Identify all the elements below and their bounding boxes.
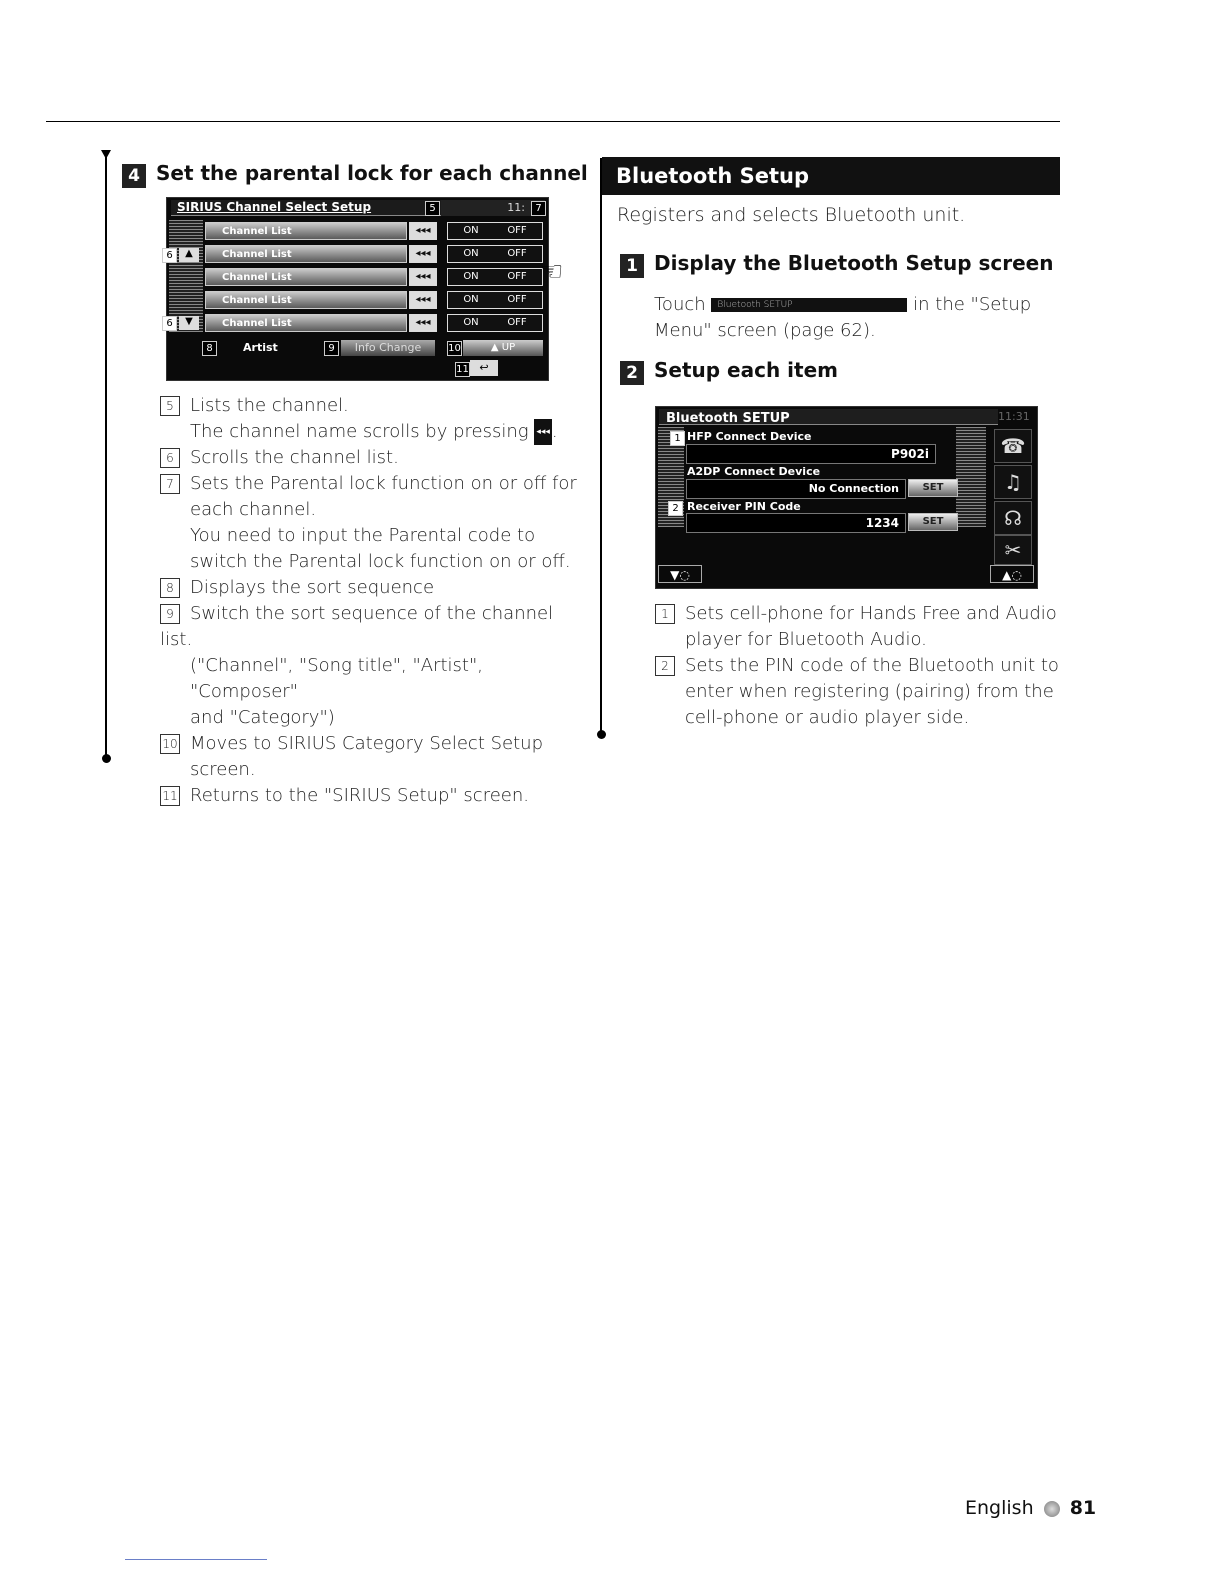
right-stripes (956, 427, 986, 527)
list-item (160, 393, 580, 419)
item-number: 2 (655, 656, 675, 676)
touch-instruction (654, 292, 1054, 344)
step-number-badge: 2 (620, 361, 644, 385)
callout-11: 11 (456, 364, 469, 375)
item-text: You need to input the Parental code to (190, 525, 536, 546)
item-text: enter when registering (pairing) from the (685, 681, 1054, 702)
bottom-link-rule (125, 1559, 267, 1560)
callout-8: 8 (202, 341, 217, 356)
list-item (160, 575, 580, 601)
channel-row-3[interactable]: Channel List (205, 268, 407, 286)
phone-icon[interactable]: ☎ (994, 429, 1032, 463)
pin-label: Receiver PIN Code (687, 500, 801, 513)
bluetooth-setup-button[interactable]: Bluetooth SETUP (711, 298, 907, 312)
item-text: player for Bluetooth Audio. (685, 629, 927, 650)
list-item-continuation: The channel name scrolls by pressing ◂◂◂ . (160, 419, 580, 445)
list-item (160, 783, 580, 809)
a2dp-value: No Connection (808, 482, 899, 495)
info-change-button[interactable]: Info Change (341, 340, 435, 356)
channel-row-1[interactable]: Channel List (205, 222, 407, 240)
item-text: each channel. (190, 499, 317, 520)
parental-onoff-5[interactable] (447, 314, 543, 332)
scroll-up-button[interactable]: ▲ (179, 248, 199, 262)
footer-language: English (965, 1497, 1034, 1519)
off-label[interactable]: OFF (507, 248, 527, 259)
item-text: Sets the Parental lock function on or off for (190, 473, 577, 494)
audio-player-icon[interactable]: ♫ (994, 465, 1032, 499)
item-number: 8 (160, 578, 180, 598)
left-section-end-dot (102, 754, 111, 763)
on-label[interactable]: ON (463, 248, 479, 259)
pin-code-field[interactable] (686, 513, 906, 533)
item-text: ("Channel", "Song title", "Artist", "Composer" (190, 655, 483, 702)
parental-onoff-4[interactable] (447, 291, 543, 309)
headset-icon[interactable]: ☊ (994, 501, 1032, 535)
right-section-line (600, 158, 602, 734)
item-text: The channel name scrolls by pressing (190, 421, 529, 442)
item-text: Displays the sort sequence (190, 577, 435, 598)
channel-row-2[interactable]: Channel List (205, 245, 407, 263)
off-label[interactable]: OFF (507, 271, 527, 282)
step-title: Set the parental lock for each channel (156, 161, 588, 185)
sort-label: Artist (243, 341, 278, 354)
screen-title-bar (659, 409, 998, 425)
a2dp-set-button[interactable]: SET (908, 479, 958, 497)
tools-icon[interactable]: ✂ (994, 535, 1032, 565)
top-rule (46, 121, 1060, 122)
item-text: screen. (190, 759, 256, 780)
list-item (160, 731, 580, 757)
pin-set-button[interactable]: SET (908, 513, 958, 531)
on-label[interactable]: ON (463, 317, 479, 328)
scroll-down-button[interactable]: ▼ (179, 316, 199, 330)
list-item (655, 601, 1065, 627)
clock: 11:31 (998, 410, 1030, 423)
hfp-value: P902i (891, 447, 929, 461)
hand-pointer-icon: ☜ (540, 257, 564, 287)
right-item-list (655, 601, 1065, 731)
hfp-label: HFP Connect Device (687, 430, 812, 443)
up-label[interactable]: UP (501, 342, 516, 353)
page-footer (965, 1497, 1096, 1519)
item-text: Sets cell-phone for Hands Free and Audio (685, 603, 1057, 624)
page-down-button[interactable]: ▼◌ (658, 565, 702, 583)
left-step-heading (122, 161, 588, 188)
on-label[interactable]: ON (463, 271, 479, 282)
channel-row-4[interactable]: Channel List (205, 291, 407, 309)
channel-row-5[interactable]: Channel List (205, 314, 407, 332)
item-text: Returns to the "SIRIUS Setup" screen. (190, 785, 529, 806)
category-up-button[interactable]: ▲ UP (463, 340, 543, 356)
clock-area (441, 200, 545, 216)
parental-onoff-3[interactable] (447, 268, 543, 286)
hfp-device-field[interactable] (686, 444, 936, 464)
right-section-end-dot (597, 730, 606, 739)
touch-word: Touch (654, 294, 706, 315)
on-label[interactable]: ON (463, 294, 479, 305)
on-label[interactable]: ON (463, 225, 479, 236)
off-label[interactable]: OFF (507, 225, 527, 236)
clock: 11: (507, 201, 525, 214)
callout-9: 9 (324, 341, 339, 356)
item-number: 1 (655, 604, 675, 624)
channel-scroll-button-3[interactable]: ◂◂◂ (409, 268, 437, 286)
a2dp-label: A2DP Connect Device (687, 465, 821, 478)
item-text: Scrolls the channel list. (190, 447, 399, 468)
step-title: Display the Bluetooth Setup screen (654, 251, 1054, 275)
callout-2: 2 (668, 501, 683, 516)
item-number: 11 (160, 786, 180, 806)
page-up-button[interactable]: ▲◌ (990, 565, 1034, 583)
parental-onoff-1[interactable] (447, 222, 543, 240)
callout-10: 10 (448, 343, 461, 354)
footer-bullet-icon (1044, 1501, 1060, 1517)
list-item (160, 601, 580, 653)
left-section-line (105, 156, 107, 758)
item-number: 5 (160, 396, 180, 416)
item-text: Moves to SIRIUS Category Select Setup (190, 733, 543, 754)
item-text: Sets the PIN code of the Bluetooth unit to (685, 655, 1059, 676)
list-item (160, 471, 580, 497)
item-text: Switch the sort sequence of the channel list. (160, 603, 554, 650)
intro-text: Registers and selects Bluetooth unit. (617, 204, 966, 226)
step-number-badge: 1 (620, 254, 644, 278)
channel-scroll-button-1[interactable]: ◂◂◂ (409, 222, 437, 240)
pin-value: 1234 (865, 516, 899, 530)
callout-5: 5 (425, 201, 440, 216)
a2dp-device-field[interactable] (686, 479, 906, 499)
right-step1-heading (620, 251, 1053, 278)
callout-6-up: 6 (162, 248, 177, 263)
item-number: 9 (160, 604, 180, 624)
item-number: 7 (160, 474, 180, 494)
bluetooth-setup-screen (655, 406, 1038, 589)
touch-rest: in the "Setup (913, 294, 1032, 315)
step-title: Setup each item (654, 358, 838, 382)
item-number: 10 (160, 734, 180, 754)
callout-7: 7 (531, 201, 546, 216)
callout-6-down: 6 (162, 316, 177, 331)
return-icon[interactable]: ↩ (470, 360, 498, 376)
callout-1: 1 (670, 431, 685, 446)
item-text: cell-phone or audio player side. (685, 707, 970, 728)
right-step2-heading (620, 358, 838, 385)
parental-onoff-2[interactable] (447, 245, 543, 263)
off-label[interactable]: OFF (507, 317, 527, 328)
touch-rest-line2: Menu" screen (page 62). (654, 320, 876, 341)
channel-scroll-button-4[interactable]: ◂◂◂ (409, 291, 437, 309)
screen-title: SIRIUS Channel Select Setup (171, 200, 441, 216)
step-number-badge: 4 (122, 164, 146, 188)
item-number: 6 (160, 448, 180, 468)
section-banner: Bluetooth Setup (602, 157, 1060, 195)
list-item (655, 653, 1065, 679)
sirius-channel-select-screen (166, 197, 549, 381)
list-item (160, 445, 580, 471)
channel-scroll-button-2[interactable]: ◂◂◂ (409, 245, 437, 263)
screen-title: Bluetooth SETUP (666, 411, 790, 426)
item-text: and "Category") (190, 707, 335, 728)
channel-scroll-button-5[interactable]: ◂◂◂ (409, 314, 437, 332)
item-text: switch the Parental lock function on or off. (190, 551, 571, 572)
off-label[interactable]: OFF (507, 294, 527, 305)
scroll-button-icon: ◂◂◂ (534, 419, 552, 445)
item-text: Lists the channel. (190, 395, 349, 416)
page-number: 81 (1069, 1497, 1097, 1519)
left-item-list (160, 393, 580, 809)
